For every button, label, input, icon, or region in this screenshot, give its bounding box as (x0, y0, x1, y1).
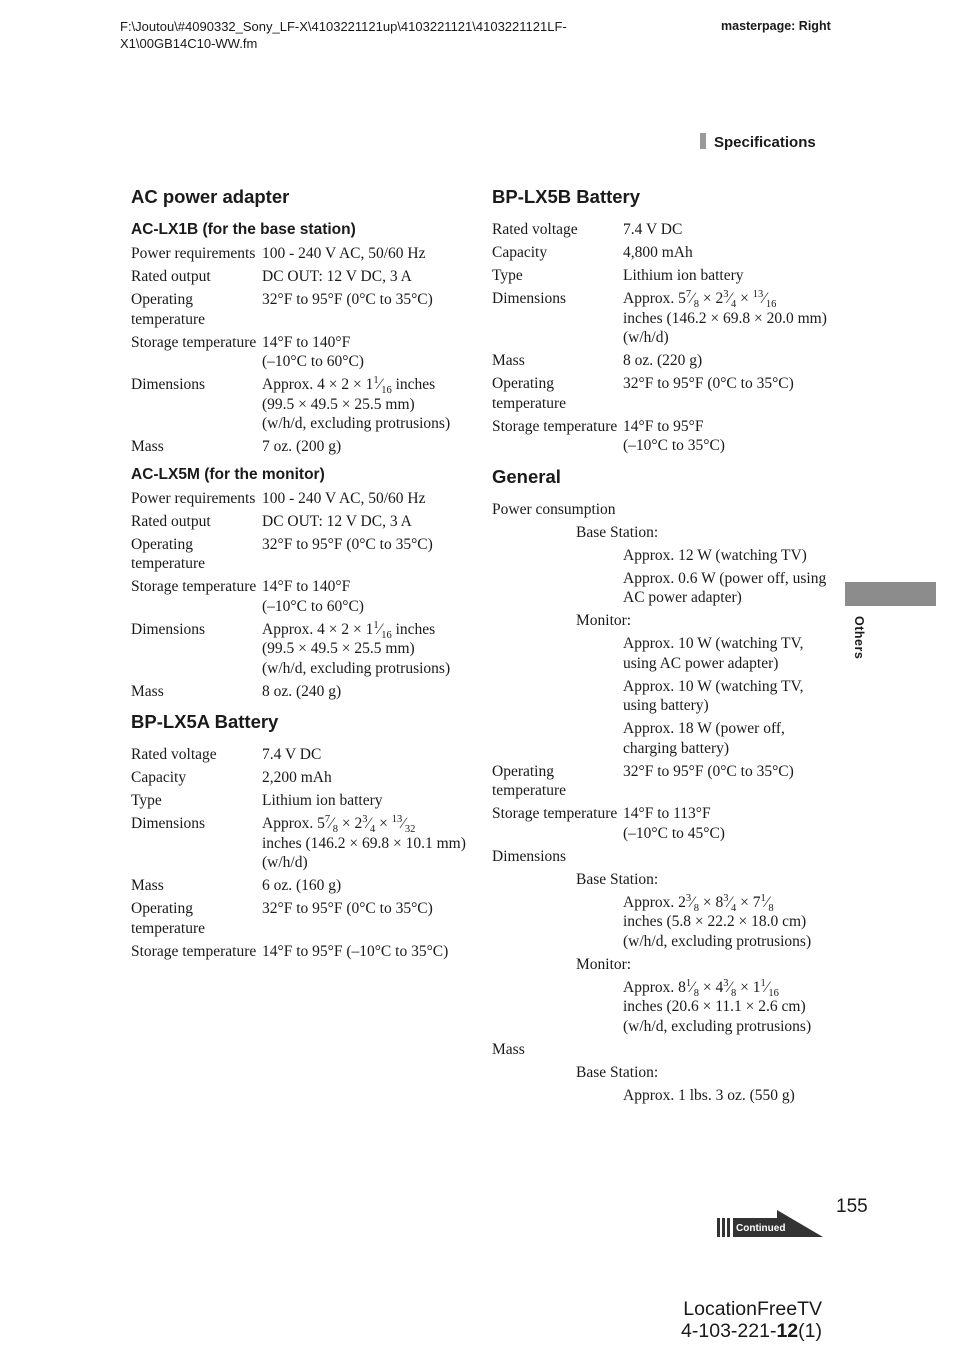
spec-key: Rated voltage (492, 221, 578, 238)
spec-key: Mass (131, 877, 164, 894)
spec-key: Rated output (131, 268, 211, 285)
text-run: × 4 (698, 978, 724, 996)
spec-value: 32°F to 95°F (0°C to 35°C) (262, 535, 433, 553)
file-path-line-2: X1\00GB14C10-WW.fm (120, 36, 258, 51)
spec-value: 8 oz. (240 g) (262, 682, 342, 700)
text-run: × 2 (337, 815, 363, 832)
spec-value-line: (99.5 × 49.5 × 25.5 mm) (262, 640, 415, 657)
spec-value: DC OUT: 12 V DC, 3 A (262, 268, 412, 285)
footer-code-suffix: (1) (798, 1320, 822, 1342)
fraction-denominator: 4 (731, 299, 737, 311)
masterpage-label: masterpage: Right (721, 19, 831, 33)
right-column (492, 184, 837, 1109)
spec-row (131, 375, 471, 434)
spec-value-line: (–10°C to 60°C) (262, 597, 364, 615)
spec-value-line: (w/h/d) (262, 854, 308, 871)
fraction-denominator: 8 (693, 299, 699, 311)
section-tab-label: Specifications (714, 134, 816, 151)
spec-value-line: (–10°C to 45°C) (623, 824, 725, 842)
spec-value: 7.4 V DC (623, 221, 683, 238)
spec-value: Approx. 12 W (watching TV) (623, 546, 807, 564)
spec-key: Mass (131, 682, 164, 700)
fraction-denominator: 16 (765, 299, 777, 311)
text-run: × 7 (736, 893, 761, 911)
continued-arrow-icon (717, 1210, 823, 1237)
spec-row (492, 351, 837, 371)
spec-key: Mass (492, 352, 525, 369)
fraction-numerator: 3 (723, 288, 729, 300)
footer-code-bold: 12 (776, 1320, 799, 1342)
spec-value-line: (w/h/d) (623, 329, 669, 346)
fraction-numerator: 13 (391, 813, 403, 825)
spec-value-line: Approx. $4 \times 2 \times 1^1⁄_{16}$ inches (262, 374, 436, 397)
continued-label: Continued (736, 1223, 786, 1234)
spec-row (492, 220, 837, 240)
spec-row (492, 266, 837, 286)
spec-value: Approx. 1 lbs. 3 oz. (550 g) (623, 1086, 795, 1104)
spec-value: Approx. 18 W (power off, charging battery) (623, 720, 785, 757)
spec-value-line: (w/h/d, excluding protrusions) (262, 415, 451, 432)
fraction-denominator: 8 (332, 824, 338, 836)
spec-value (623, 289, 837, 348)
spec-value: DC OUT: 12 V DC, 3 A (262, 512, 412, 530)
ac-adapter-heading: AC power adapter (131, 186, 290, 207)
spec-value-line: Approx. $2^3⁄_8$ × $8^3⁄_4$ × $7^1⁄_8$ (623, 892, 774, 914)
fraction-numerator: 13 (752, 288, 764, 300)
section-tab (700, 133, 816, 151)
text-run: Approx. 4 × 2 × 1 (262, 376, 374, 393)
spec-value (492, 893, 837, 952)
spec-value: 2,200 mAh (262, 769, 332, 786)
spec-row (131, 942, 471, 962)
spec-row (131, 489, 471, 509)
spec-row (131, 244, 471, 264)
spec-row (131, 876, 471, 896)
spec-row (131, 333, 471, 372)
fraction-numerator: 7 (324, 813, 331, 825)
spec-row (131, 512, 471, 532)
spec-value: 7.4 V DC (262, 746, 322, 763)
mass-label: Mass (492, 1040, 525, 1058)
spec-key: Capacity (131, 769, 187, 786)
spec-row (131, 682, 471, 702)
spec-value (623, 804, 837, 843)
text-run: × 1 (736, 978, 761, 996)
spec-value-line: inches (5.8 × 22.2 × 18.0 cm) (623, 913, 807, 930)
spec-row (492, 374, 837, 413)
spec-value: 100 - 240 V AC, 50/60 Hz (262, 245, 426, 262)
text-run: Approx. 5 (623, 290, 686, 307)
spec-value-line: (w/h/d, excluding protrusions) (623, 1017, 812, 1035)
spec-row (131, 290, 471, 329)
page-number: 155 (836, 1196, 868, 1217)
spec-row (131, 899, 471, 938)
spec-key: Dimensions (131, 620, 206, 638)
spec-key: Operating temperature (131, 291, 206, 328)
spec-key: Storage temperature (492, 417, 618, 435)
spec-value: Approx. 10 W (watching TV, using battery) (623, 677, 804, 714)
spec-value-line: (99.5 × 49.5 × 25.5 mm) (262, 395, 415, 413)
spec-value: 7 oz. (200 g) (262, 438, 342, 455)
spec-value: 32°F to 95°F (0°C to 35°C) (623, 375, 794, 392)
spec-row (131, 437, 471, 457)
spec-key: Dimensions (131, 376, 206, 393)
spec-value-line: Approx. $5^7⁄_8$ × $2^3⁄_4$ × $^{13}⁄_{32}$ (262, 813, 416, 836)
spec-value-line: Approx. $5^7⁄_8$ × $2^3⁄_4$ × $^{13}⁄_{16}$ (623, 288, 777, 311)
spec-key: Storage temperature (131, 333, 257, 351)
spec-value (623, 417, 837, 456)
text-run: × 2 (698, 290, 724, 307)
text-run: inches (391, 620, 436, 638)
text-run: inches (391, 376, 436, 393)
spec-row (131, 745, 471, 765)
fraction-denominator: 8 (693, 987, 699, 999)
spec-key: Rated voltage (131, 746, 217, 763)
spec-row (492, 804, 837, 843)
spec-row (131, 768, 471, 788)
ac-lx1b-heading: AC-LX1B (for the base station) (131, 221, 356, 238)
fraction-denominator: 16 (381, 629, 392, 641)
fraction-numerator: 7 (685, 288, 692, 300)
side-tab-marker (845, 582, 936, 606)
spec-value-line: (–10°C to 35°C) (623, 437, 725, 454)
spec-key: Storage temperature (131, 578, 257, 595)
footer-code (600, 1320, 822, 1342)
spec-value-line: 14°F to 95°F (623, 417, 704, 435)
spec-value-line: (–10°C to 60°C) (262, 353, 364, 370)
spec-row (131, 267, 471, 287)
spec-value-line: (w/h/d, excluding protrusions) (623, 932, 812, 950)
spec-value-line: inches (146.2 × 69.8 × 20.0 mm) (623, 309, 827, 327)
fraction-denominator: 16 (381, 385, 392, 397)
general-heading: General (492, 465, 561, 487)
monitor-label: Monitor: (576, 612, 632, 629)
fraction-numerator: 3 (723, 892, 729, 904)
fraction-numerator: 1 (760, 892, 766, 904)
spec-value: 8 oz. (220 g) (623, 352, 703, 369)
text-run: × (736, 290, 753, 307)
footer (600, 1298, 822, 1342)
spec-value: 14°F to 95°F (–10°C to 35°C) (262, 942, 449, 960)
footer-product: LocationFreeTV (683, 1298, 822, 1320)
fraction-denominator: 8 (693, 902, 699, 914)
spec-value-line: 14°F to 140°F (262, 578, 351, 595)
spec-key: Dimensions (131, 815, 206, 832)
spec-row (131, 814, 471, 873)
spec-value: Lithium ion battery (623, 267, 744, 284)
spec-row (492, 417, 837, 456)
dimensions-label: Dimensions (492, 847, 567, 865)
ac-lx5m-heading: AC-LX5M (for the monitor) (131, 465, 325, 483)
monitor-label: Monitor: (576, 955, 632, 973)
text-run: × (375, 815, 392, 832)
left-column (131, 184, 471, 965)
section-tab-bar (700, 133, 706, 149)
spec-key: Mass (131, 438, 164, 455)
spec-key: Operating temperature (492, 762, 567, 799)
fraction-numerator: 1 (373, 374, 379, 386)
spec-value: 4,800 mAh (623, 244, 693, 261)
side-tab-label: Others (852, 616, 866, 660)
spec-value: 100 - 240 V AC, 50/60 Hz (262, 489, 426, 507)
spec-value-line: 14°F to 113°F (623, 805, 711, 822)
spec-row (131, 577, 471, 616)
spec-value-line: Approx. $4 \times 2 \times 1^1⁄_{16}$ inches (262, 619, 436, 641)
spec-key: Storage temperature (131, 942, 257, 960)
spec-value: 32°F to 95°F (0°C to 35°C) (623, 762, 794, 780)
spec-value-line: (w/h/d, excluding protrusions) (262, 659, 451, 677)
base-station-label: Base Station: (576, 1063, 659, 1081)
spec-value (262, 333, 471, 372)
spec-value: 32°F to 95°F (0°C to 35°C) (262, 900, 433, 917)
fraction-numerator: 1 (685, 977, 692, 989)
spec-key: Type (131, 792, 162, 809)
text-run: Approx. 8 (623, 978, 686, 996)
spec-value-line: inches (146.2 × 69.8 × 10.1 mm) (262, 834, 466, 852)
file-path-line-1: F:\Joutou\#4090332_Sony_LF-X\4103221121up\4103221121\4103221121LF- (120, 19, 567, 34)
fraction-denominator: 8 (768, 902, 774, 914)
spec-row (131, 620, 471, 679)
spec-value-line: 14°F to 140°F (262, 333, 351, 351)
fraction-numerator: 1 (373, 619, 379, 631)
spec-key: Operating temperature (492, 375, 567, 412)
fraction-denominator: 16 (768, 987, 779, 999)
spec-key: Rated output (131, 512, 211, 530)
spec-value: Approx. 10 W (watching TV, using AC power adapter) (623, 635, 804, 672)
text-run: × 8 (698, 893, 724, 911)
fraction-denominator: 8 (731, 987, 737, 999)
spec-row (492, 762, 837, 801)
fraction-denominator: 4 (731, 902, 737, 914)
fraction-numerator: 3 (723, 977, 729, 989)
text-run: Approx. 5 (262, 815, 325, 832)
text-run: Approx. 4 × 2 × 1 (262, 620, 374, 638)
spec-row (492, 243, 837, 263)
spec-key: Dimensions (492, 290, 567, 307)
base-station-label: Base Station: (576, 523, 659, 541)
bp-lx5b-heading: BP-LX5B Battery (492, 186, 641, 207)
spec-value (262, 577, 471, 616)
fraction-numerator: 3 (685, 892, 692, 904)
fraction-denominator: 4 (370, 824, 376, 836)
spec-key: Capacity (492, 244, 548, 261)
spec-row (131, 791, 471, 811)
power-consumption-label: Power consumption (492, 500, 616, 518)
spec-key: Operating temperature (131, 900, 206, 937)
spec-value (492, 978, 837, 1037)
spec-value: Lithium ion battery (262, 792, 383, 809)
spec-value: Approx. 0.6 W (power off, using AC power adapter) (623, 569, 827, 606)
text-run: Approx. 2 (623, 893, 686, 911)
spec-value-line: Approx. $8^1⁄_8$ × $4^3⁄_8$ × $1^1⁄_{16}$ (623, 977, 779, 999)
spec-value-line: inches (20.6 × 11.1 × 2.6 cm) (623, 998, 806, 1015)
spec-row (492, 289, 837, 348)
spec-key: Power requirements (131, 489, 256, 507)
spec-key: Operating temperature (131, 535, 206, 572)
fraction-numerator: 3 (362, 813, 368, 825)
bp-lx5a-heading: BP-LX5A Battery (131, 711, 279, 732)
fraction-denominator: 32 (404, 824, 416, 836)
spec-key: Storage temperature (492, 805, 618, 822)
spec-row (131, 535, 471, 574)
base-station-label: Base Station: (576, 870, 659, 888)
spec-value (262, 620, 471, 679)
spec-key: Power requirements (131, 245, 256, 262)
spec-value (262, 814, 471, 873)
footer-code-prefix: 4-103-221- (681, 1320, 777, 1342)
spec-value (262, 375, 471, 434)
spec-value: 6 oz. (160 g) (262, 877, 342, 894)
spec-key: Type (492, 267, 523, 284)
fraction-numerator: 1 (760, 977, 766, 989)
file-path-header (120, 18, 640, 52)
spec-value: 32°F to 95°F (0°C to 35°C) (262, 291, 433, 308)
